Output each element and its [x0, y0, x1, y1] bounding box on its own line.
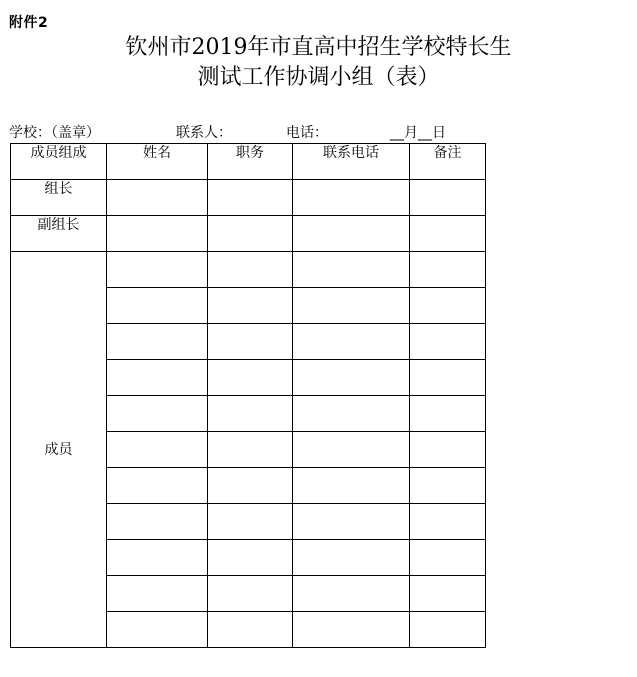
role-members: 成员: [11, 252, 107, 648]
leader-position-cell[interactable]: [208, 180, 293, 216]
header-name: 姓名: [107, 144, 208, 180]
header-position: 职务: [208, 144, 293, 180]
member-phone-cell[interactable]: [293, 324, 410, 360]
date-label: __月__日: [390, 125, 446, 141]
member-remarks-cell[interactable]: [410, 396, 486, 432]
document-title-line-2: 测试工作协调小组（表）: [197, 65, 440, 90]
member-position-cell[interactable]: [208, 396, 293, 432]
member-phone-cell[interactable]: [293, 504, 410, 540]
member-name-cell[interactable]: [107, 252, 208, 288]
member-name-cell[interactable]: [107, 612, 208, 648]
deputy-position-cell[interactable]: [208, 216, 293, 252]
member-name-cell[interactable]: [107, 468, 208, 504]
member-position-cell[interactable]: [208, 540, 293, 576]
leader-remarks-cell[interactable]: [410, 180, 486, 216]
member-position-cell[interactable]: [208, 468, 293, 504]
member-phone-cell[interactable]: [293, 360, 410, 396]
member-remarks-cell[interactable]: [410, 432, 486, 468]
phone-label: 电话：: [286, 125, 328, 141]
member-position-cell[interactable]: [208, 612, 293, 648]
deputy-remarks-cell[interactable]: [410, 216, 486, 252]
school-seal-label: 学校：（盖章）: [9, 125, 100, 141]
contact-person-label: 联系人：: [176, 125, 232, 141]
member-position-cell[interactable]: [208, 360, 293, 396]
document-title-line-1: 钦州市2019年市直高中招生学校特长生: [125, 35, 512, 60]
member-phone-cell[interactable]: [293, 468, 410, 504]
member-name-cell[interactable]: [107, 504, 208, 540]
member-phone-cell[interactable]: [293, 396, 410, 432]
member-name-cell[interactable]: [107, 540, 208, 576]
member-remarks-cell[interactable]: [410, 288, 486, 324]
member-remarks-cell[interactable]: [410, 324, 486, 360]
member-name-cell[interactable]: [107, 288, 208, 324]
member-remarks-cell[interactable]: [410, 576, 486, 612]
role-leader: 组长: [11, 180, 107, 216]
member-phone-cell[interactable]: [293, 252, 410, 288]
deputy-name-cell[interactable]: [107, 216, 208, 252]
header-remarks: 备注: [410, 144, 486, 180]
member-remarks-cell[interactable]: [410, 612, 486, 648]
leader-phone-cell[interactable]: [293, 180, 410, 216]
member-name-cell[interactable]: [107, 576, 208, 612]
member-position-cell[interactable]: [208, 288, 293, 324]
member-name-cell[interactable]: [107, 396, 208, 432]
member-position-cell[interactable]: [208, 252, 293, 288]
member-remarks-cell[interactable]: [410, 252, 486, 288]
member-position-cell[interactable]: [208, 504, 293, 540]
header-contact-phone: 联系电话: [293, 144, 410, 180]
member-name-cell[interactable]: [107, 360, 208, 396]
member-remarks-cell[interactable]: [410, 360, 486, 396]
leader-name-cell[interactable]: [107, 180, 208, 216]
member-position-cell[interactable]: [208, 324, 293, 360]
member-phone-cell[interactable]: [293, 288, 410, 324]
member-phone-cell[interactable]: [293, 612, 410, 648]
table-row-member: [11, 252, 486, 288]
member-name-cell[interactable]: [107, 324, 208, 360]
member-phone-cell[interactable]: [293, 540, 410, 576]
member-phone-cell[interactable]: [293, 432, 410, 468]
table-row-leader: [11, 180, 486, 216]
member-phone-cell[interactable]: [293, 576, 410, 612]
member-remarks-cell[interactable]: [410, 468, 486, 504]
member-position-cell[interactable]: [208, 576, 293, 612]
member-name-cell[interactable]: [107, 432, 208, 468]
coordination-group-table: [10, 143, 486, 648]
member-position-cell[interactable]: [208, 432, 293, 468]
attachment-label: 附件2: [9, 15, 49, 31]
header-member-composition: 成员组成: [11, 144, 107, 180]
deputy-phone-cell[interactable]: [293, 216, 410, 252]
member-remarks-cell[interactable]: [410, 540, 486, 576]
table-header-row: [11, 144, 486, 180]
member-remarks-cell[interactable]: [410, 504, 486, 540]
table-row-deputy: [11, 216, 486, 252]
role-deputy-leader: 副组长: [11, 216, 107, 252]
